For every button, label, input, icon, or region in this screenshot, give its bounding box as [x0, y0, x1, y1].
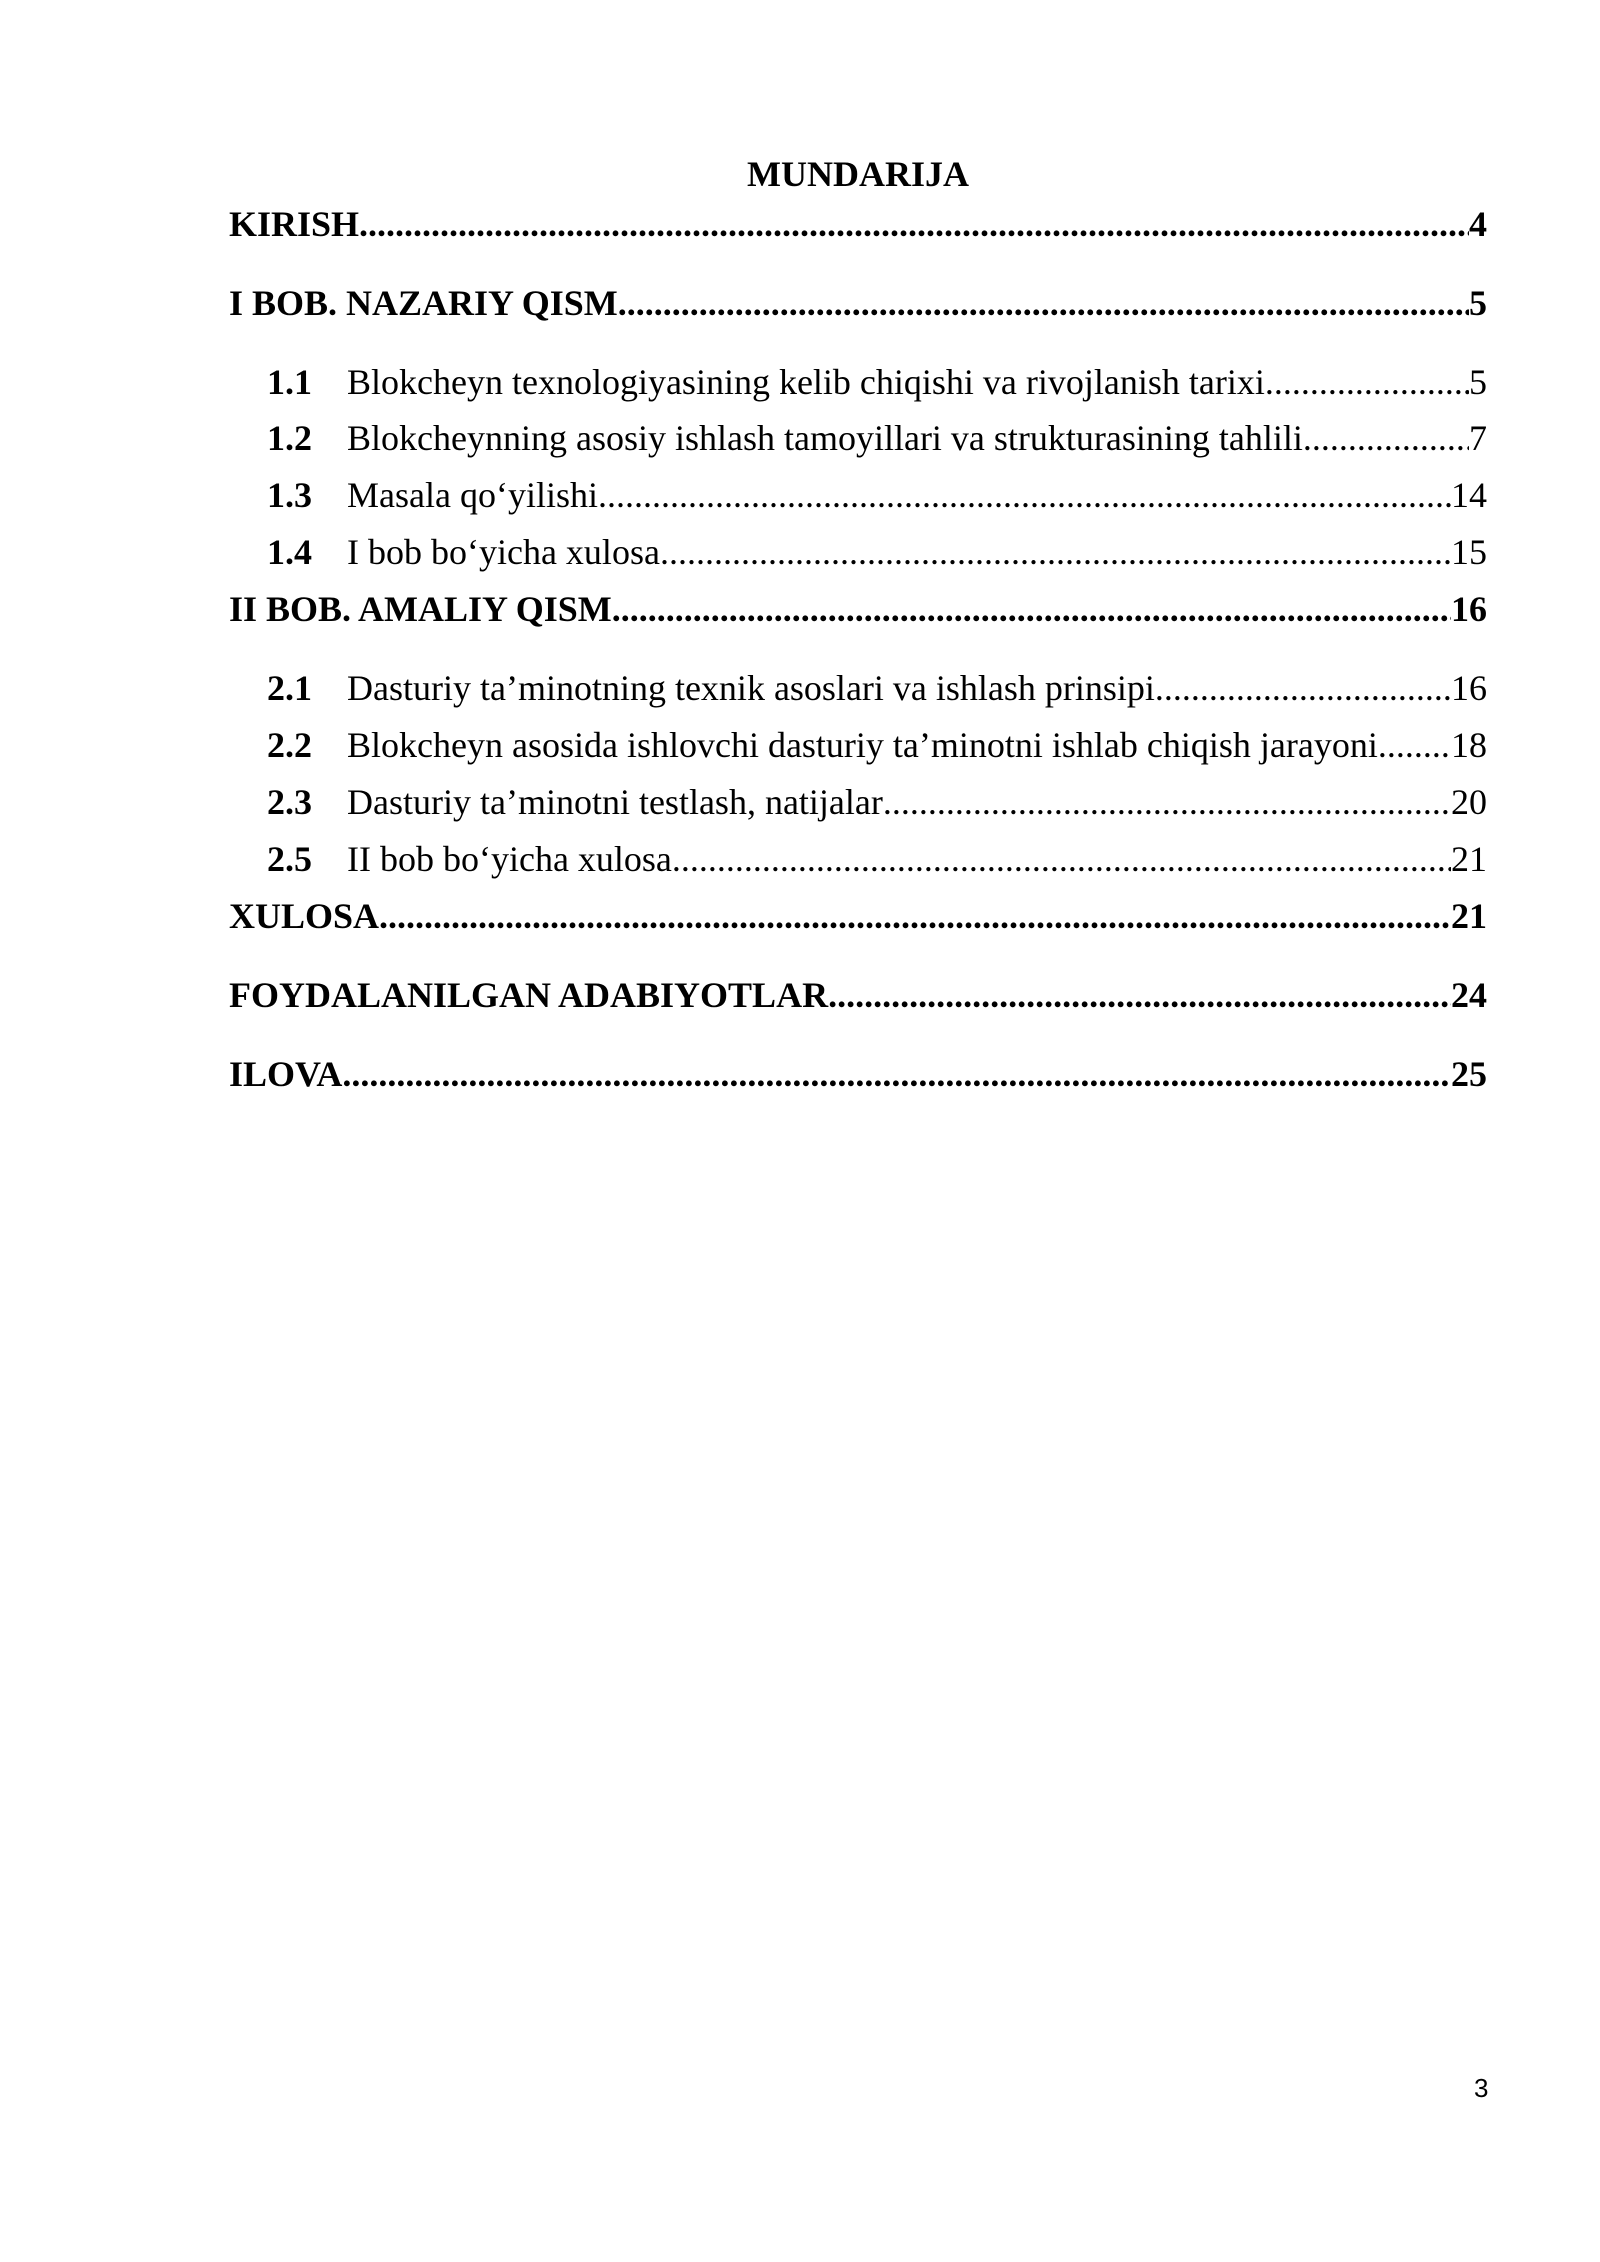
toc-entry-page: 21: [1451, 839, 1487, 879]
toc-entry-page: 5: [1469, 362, 1487, 402]
toc-entry-label: Dasturiy ta’minotni testlash, natijalar: [347, 782, 883, 822]
dot-leader: [359, 200, 1469, 248]
toc-entry-label: Dasturiy ta’minotning texnik asoslari va ishlash prinsipi: [347, 668, 1155, 708]
toc-entry-page: 4: [1469, 204, 1487, 244]
dot-leader: [828, 971, 1451, 1019]
toc-entry-ilova[interactable]: [229, 1050, 1487, 1098]
toc-entry-page: 15: [1451, 532, 1487, 572]
toc-entry-kirish[interactable]: [229, 200, 1487, 248]
toc-entry-number: 1.4: [267, 532, 312, 572]
toc-entry-page: 21: [1451, 896, 1487, 936]
toc-entry-label: ILOVA: [229, 1054, 343, 1094]
toc-entry-page: 7: [1469, 418, 1487, 458]
toc-entry-label: I BOB. NAZARIY QISM: [229, 283, 618, 323]
toc-entry-page: 16: [1451, 589, 1487, 629]
toc-entry-page: 25: [1451, 1054, 1487, 1094]
dot-leader: [379, 892, 1451, 940]
toc-entry-label: Blokcheynning asosiy ishlash tamoyillari va strukturasining tahlili: [347, 418, 1303, 458]
toc-entry-label: II BOB. AMALIY QISM: [229, 589, 612, 629]
toc-entry-label: Blokcheyn texnologiyasining kelib chiqishi va rivojlanish tarixi: [347, 362, 1265, 402]
toc-entry-page: 16: [1451, 668, 1487, 708]
toc-entry-label: XULOSA: [229, 896, 380, 936]
toc-entry-page: 14: [1451, 475, 1487, 515]
dot-leader: [342, 1050, 1451, 1098]
dot-leader: [598, 471, 1451, 519]
toc-entry-page: 20: [1451, 782, 1487, 822]
dot-leader: [883, 778, 1451, 826]
toc-entry-number: 2.3: [267, 782, 312, 822]
dot-leader: [612, 585, 1451, 633]
dot-leader: [1155, 664, 1451, 712]
toc-entry-number: 2.1: [267, 668, 312, 708]
toc-entry-label: Blokcheyn asosida ishlovchi dasturiy ta’minotni ishlab chiqish jarayoni: [347, 725, 1378, 765]
toc-entry-references[interactable]: [229, 971, 1487, 1019]
toc-entry-section-2-3[interactable]: [229, 778, 1487, 826]
toc-entry-number: 1.3: [267, 475, 312, 515]
toc-entry-xulosa[interactable]: [229, 892, 1487, 940]
toc-entry-label: KIRISH: [229, 204, 360, 244]
page-number: 3: [1474, 2073, 1489, 2103]
toc-entry-section-1-2[interactable]: [229, 414, 1487, 462]
toc-entry-section-2-5[interactable]: [229, 835, 1487, 883]
toc-entry-chapter-1[interactable]: [229, 279, 1487, 327]
toc-entry-label: I bob bo‘yicha xulosa: [347, 532, 660, 572]
toc-entry-label: II bob bo‘yicha xulosa: [347, 839, 672, 879]
toc-entry-section-1-4[interactable]: [229, 528, 1487, 576]
toc-entry-section-1-3[interactable]: [229, 471, 1487, 519]
toc-entry-page: 5: [1469, 283, 1487, 323]
dot-leader: [672, 835, 1451, 883]
toc-entry-number: 1.1: [267, 362, 312, 402]
toc-entry-section-1-1[interactable]: [229, 358, 1487, 406]
toc-entry-label: FOYDALANILGAN ADABIYOTLAR: [229, 975, 829, 1015]
dot-leader: [660, 528, 1451, 576]
dot-leader: [1303, 414, 1469, 462]
toc-entry-page: 24: [1451, 975, 1487, 1015]
toc-entry-label: Masala qo‘yilishi: [347, 475, 598, 515]
toc-entry-page: 18: [1451, 725, 1487, 765]
dot-leader: [618, 279, 1469, 327]
toc-entry-number: 2.5: [267, 839, 312, 879]
dot-leader: [1265, 358, 1469, 406]
toc-entry-section-2-2[interactable]: [229, 721, 1487, 769]
toc-entry-number: 2.2: [267, 725, 312, 765]
toc-entry-section-2-1[interactable]: [229, 664, 1487, 712]
toc-title: MUNDARIJA: [747, 154, 969, 194]
toc-entry-number: 1.2: [267, 418, 312, 458]
toc-entry-chapter-2[interactable]: [229, 585, 1487, 633]
dot-leader: [1378, 721, 1451, 769]
